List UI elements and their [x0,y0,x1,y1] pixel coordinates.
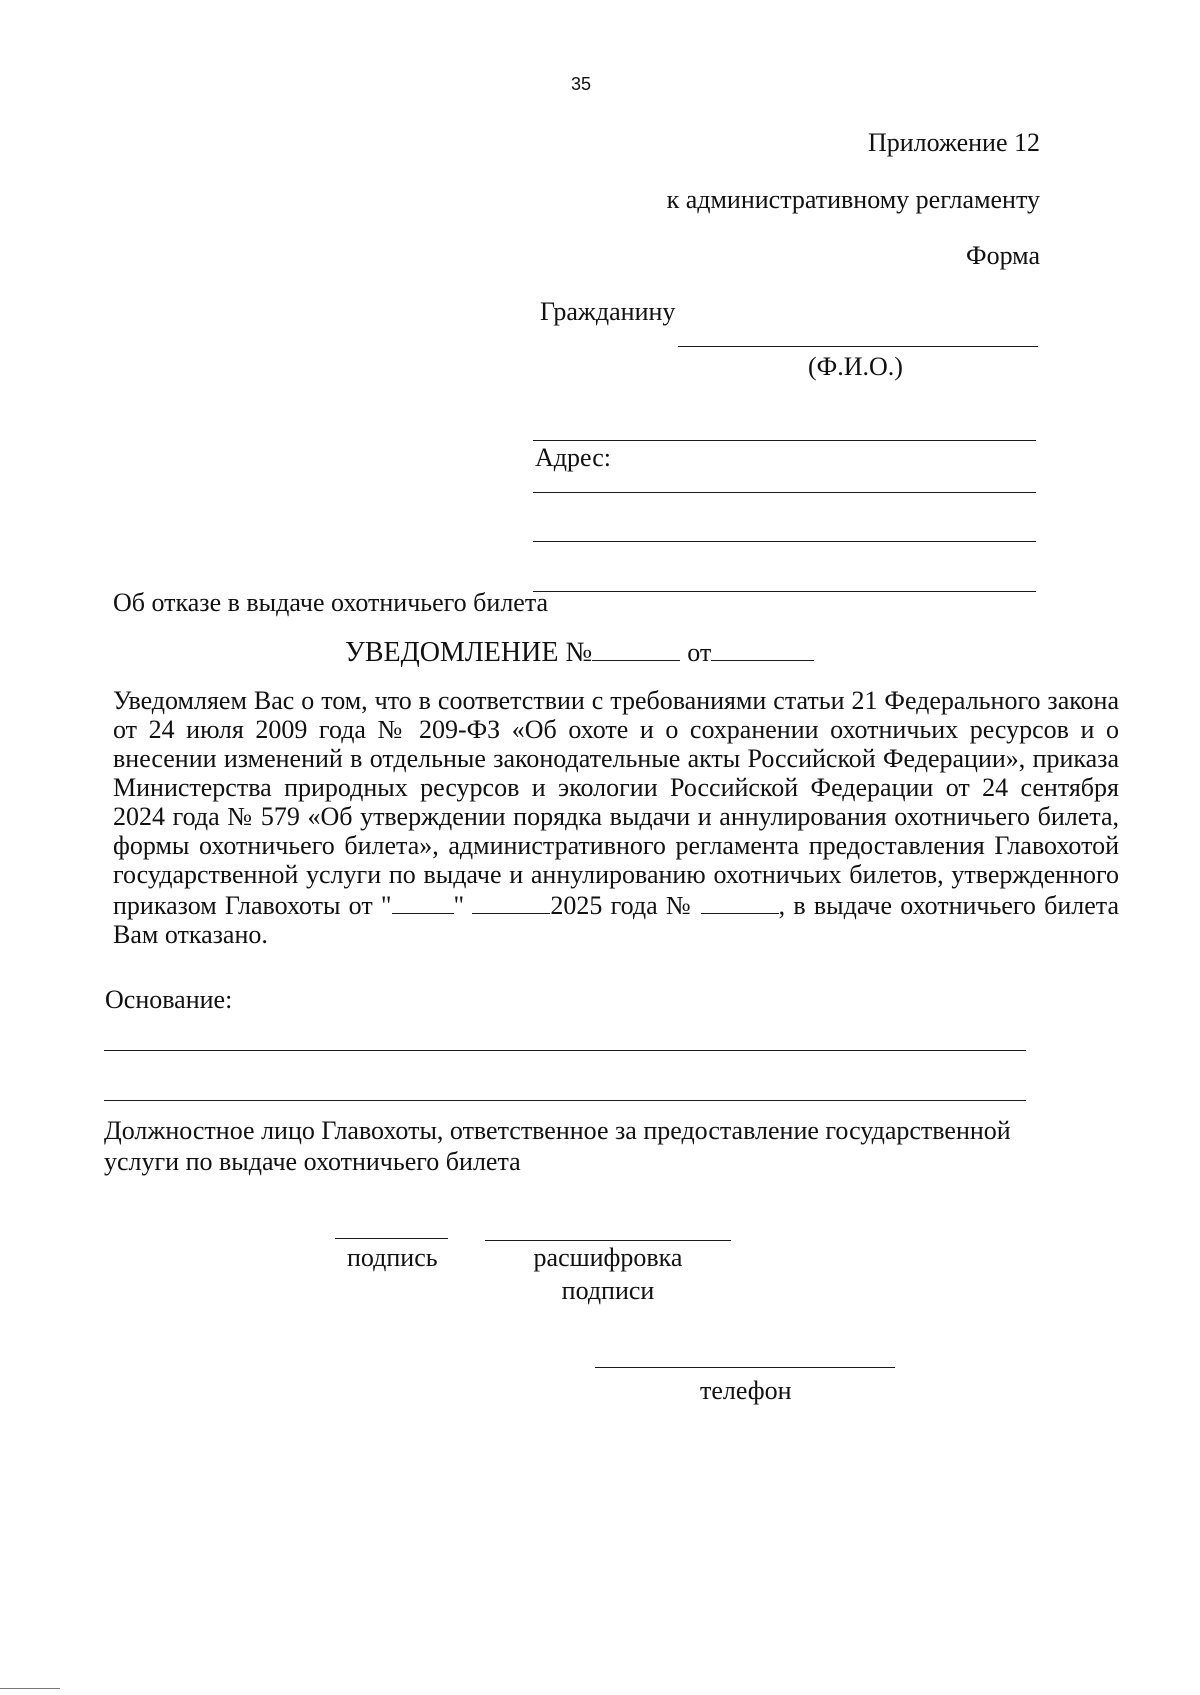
address-line-1[interactable] [533,492,1036,493]
subject-line: Об отказе в выдаче охотничьего билета [113,588,549,617]
address-line-2[interactable] [533,541,1036,542]
basis-label: Основание: [105,985,233,1014]
order-number-field[interactable] [701,889,779,914]
form-label: Форма [966,241,1040,270]
page-number: 35 [571,74,592,94]
basis-line-2[interactable] [104,1100,1026,1101]
notice-body [113,686,1119,949]
appendix-title: Приложение 12 [867,128,1040,157]
signature-decode-caption-1: расшифровка [533,1243,683,1272]
order-day-field[interactable] [392,889,454,914]
notice-title-prefix: УВЕДОМЛЕНИЕ № [345,637,593,668]
signature-decode-line[interactable] [485,1240,731,1241]
order-month-field[interactable] [472,889,550,914]
recipient-label: Гражданину [540,297,676,326]
signature-line[interactable] [335,1238,448,1239]
notice-date-field[interactable] [711,636,814,661]
signature-caption: подпись [347,1243,438,1272]
signature-decode-caption-2: подписи [561,1276,655,1305]
notice-number-field[interactable] [592,636,680,661]
body-text-part1: Уведомляем Вас о том, что в соответствии с требованиями статьи 21 Федерального закона от 24 июля 2009 года № 209-ФЗ «Об охоте и о сохранении охотничьих ресурсов и о внесении изменений в отдельные законодательные акты Российской Федерации», приказа Министерства природных ресурсов и экологии Российской Федерации от 24 сентября 2024 года № 579 «Об утверждении порядка выдачи и аннулирования охотничьего билета, формы охотничьего билета», административного регламента предоставления Главохотой государственной услуги по выдаче и аннулированию охотничьих билетов, утвержденного приказом Главохоты от " [113,686,1119,920]
basis-line-1[interactable] [104,1050,1026,1051]
phone-caption: телефон [700,1376,792,1405]
fio-caption: (Ф.И.О.) [808,352,903,381]
official-description: Должностное лицо Главохоты, ответственное за предоставление государственной услуги по выдаче охотничьего билета [104,1116,1011,1176]
recipient-name-line-2[interactable] [533,440,1036,441]
body-text-part2: , в выдаче охотничьего билета Вам отказано. [113,891,1120,949]
notice-title [345,636,814,669]
recipient-name-field[interactable] [678,346,1038,347]
regulation-reference: к административному регламенту [666,185,1040,214]
body-quote-close: " [453,891,465,920]
notice-from-word: от [687,638,712,667]
scan-edge-mark [0,1688,60,1689]
address-line-3[interactable] [533,591,1036,592]
phone-line[interactable] [595,1367,895,1368]
body-year-text: 2025 года № [550,891,693,920]
address-label: Адрес: [535,443,611,472]
